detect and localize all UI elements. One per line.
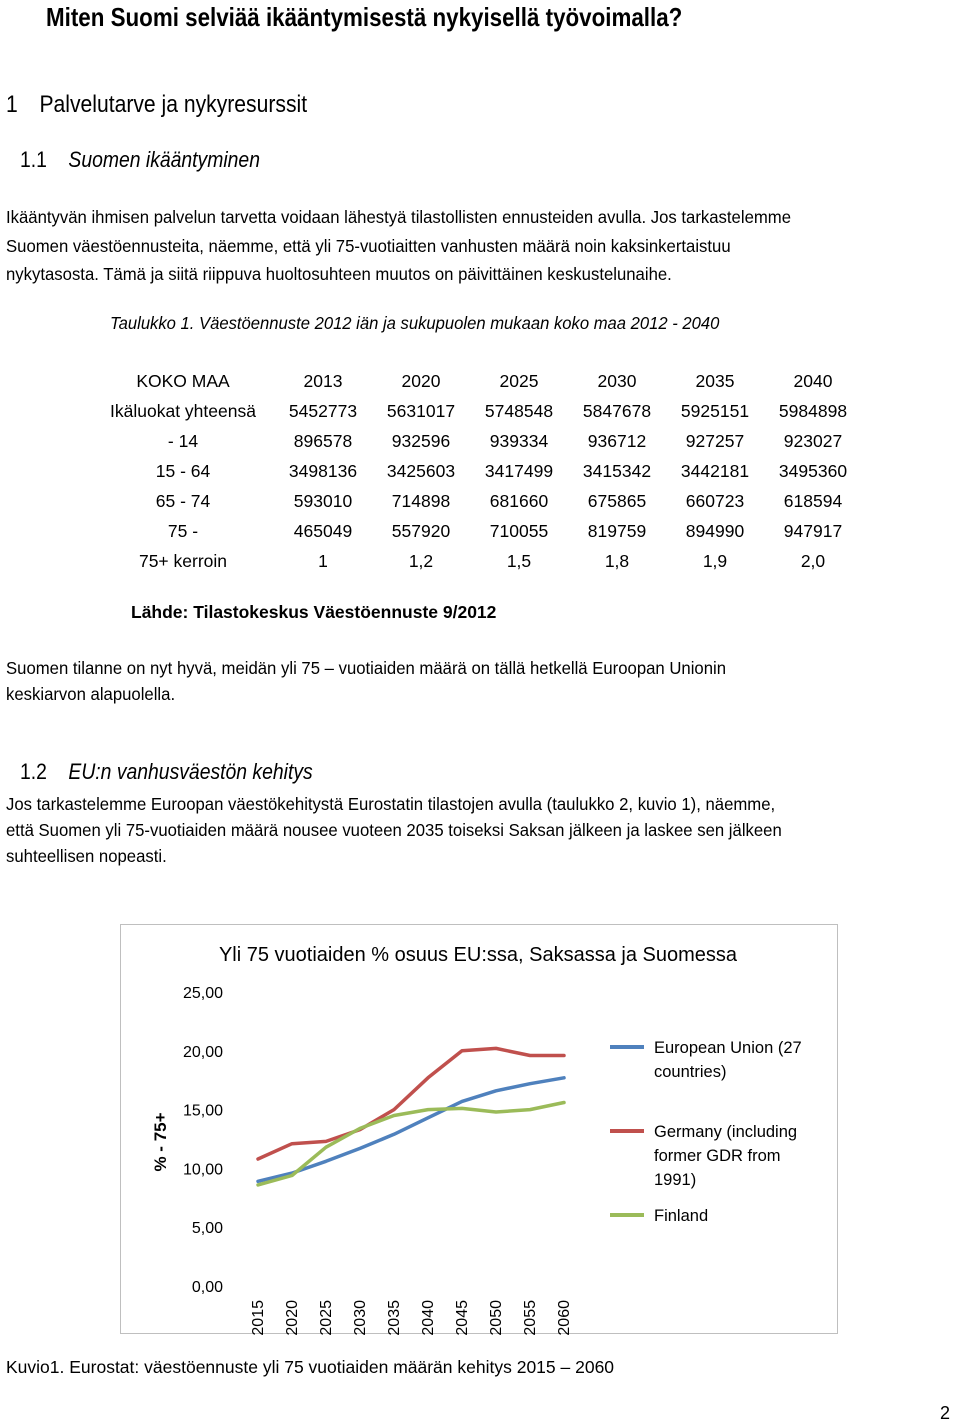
y-tick-label: 15,00: [182, 1102, 223, 1120]
table-cell: 3442181: [680, 460, 750, 481]
table-cell: 939334: [489, 430, 549, 451]
paragraph-line: suhteellisen nopeasti.: [6, 846, 167, 866]
y-tick-label: 10,00: [182, 1161, 223, 1179]
table-cell: 5925151: [680, 400, 750, 421]
table-cell: 65 - 74: [155, 490, 211, 511]
table-cell: 1,9: [702, 550, 728, 571]
x-tick-label: 2025: [318, 1300, 335, 1336]
x-tick-label: 2045: [454, 1300, 471, 1336]
table-cell: 3498136: [288, 460, 358, 481]
series-line: [258, 1048, 564, 1159]
table-cell: 675865: [587, 490, 647, 511]
section-title: EU:n vanhusväestön kehitys: [68, 759, 313, 784]
table-cell: 894990: [685, 520, 745, 541]
paragraph-line: Ikääntyvän ihmisen palvelun tarvetta voidaan lähestyä tilastollisten ennusteiden avulla. Jos tarkastelemme: [6, 207, 792, 227]
y-tick-label: 25,00: [182, 985, 223, 1002]
table-cell: 819759: [587, 520, 647, 541]
table-source: Lähde: Tilastokeskus Väestöennuste 9/2012: [131, 602, 497, 622]
page-title: Miten Suomi selviää ikääntymisestä nykyisellä työvoimalla?: [46, 2, 683, 32]
paragraph-line: Suomen tilanne on nyt hyvä, meidän yli 75 – vuotiaiden määrä on tällä hetkellä Euroopan Unionin: [6, 658, 727, 678]
table-cell: 947917: [783, 520, 843, 541]
table-cell: 710055: [489, 520, 549, 541]
table-cell: 75 -: [167, 520, 199, 541]
table-cell: 923027: [783, 430, 843, 451]
table-cell: 3417499: [484, 460, 554, 481]
section-number: 1: [6, 91, 18, 118]
table-cell: 1,8: [604, 550, 630, 571]
table-header-cell: 2025: [499, 370, 539, 391]
paragraph-line: nykytasosta. Tämä ja siitä riippuva huoltosuhteen muutos on päivittäinen keskustelunaihe.: [6, 264, 672, 284]
x-tick-label: 2040: [420, 1300, 437, 1336]
table-cell: 5847678: [582, 400, 652, 421]
x-tick-label: 2030: [352, 1300, 369, 1336]
table-cell: 75+ kerroin: [138, 550, 228, 571]
legend-label: countries): [654, 1063, 727, 1081]
table-cell: 593010: [293, 490, 353, 511]
x-tick-label: 2020: [284, 1300, 301, 1336]
section-title: Suomen ikääntyminen: [68, 147, 260, 172]
legend-label: European Union (27: [654, 1039, 802, 1057]
table-caption: Taulukko 1. Väestöennuste 2012 iän ja sukupuolen mukaan koko maa 2012 - 2040: [110, 313, 720, 333]
table-cell: 1,5: [506, 550, 532, 571]
paragraph-line: että Suomen yli 75-vuotiaiden määrä nousee vuoteen 2035 toiseksi Saksan jälkeen ja laskee sen jälkeen: [6, 820, 782, 840]
page-number: 2: [940, 1403, 951, 1423]
x-tick-label: 2050: [488, 1300, 505, 1336]
y-axis-label: % - 75+: [151, 1112, 170, 1172]
legend-label: former GDR from: [654, 1147, 781, 1165]
table-cell: 936712: [587, 430, 647, 451]
y-axis-ticks: [183, 985, 223, 1296]
table-header-cell: 2035: [695, 370, 735, 391]
table-header-cell: 2030: [597, 370, 637, 391]
table-cell: 3495360: [778, 460, 848, 481]
table-cell: 465049: [293, 520, 353, 541]
table-cell: 5748548: [484, 400, 554, 421]
paragraph-line: Jos tarkastelemme Euroopan väestökehitystä Eurostatin tilastojen avulla (taulukko 2, kuvio 1), näemme,: [6, 794, 776, 814]
section-number: 1.1: [20, 147, 47, 172]
x-axis-ticks: [250, 1300, 573, 1336]
table-cell: Ikäluokat yhteensä: [110, 400, 256, 421]
paragraph-line: Suomen väestöennusteita, näemme, että yli 75-vuotiaitten vanhusten määrä noin kaksinkertaistuu: [6, 235, 731, 256]
table-cell: 681660: [489, 490, 549, 511]
figure-caption: Kuvio1. Eurostat: väestöennuste yli 75 vuotiaiden määrän kehitys 2015 – 2060: [6, 1357, 615, 1377]
legend-label: 1991): [654, 1171, 697, 1189]
x-tick-label: 2055: [522, 1300, 539, 1336]
legend-label: Germany (including: [654, 1123, 798, 1141]
table-cell: 3425603: [386, 460, 456, 481]
x-tick-label: 2035: [386, 1300, 403, 1336]
table-cell: 932596: [391, 430, 451, 451]
table-header-cell: 2020: [401, 370, 441, 391]
table-cell: 896578: [293, 430, 353, 451]
y-tick-label: 20,00: [182, 1043, 223, 1061]
table-cell: 1: [318, 550, 328, 571]
table-cell: 2,0: [800, 550, 826, 571]
table-header-cell: 2040: [793, 370, 833, 391]
chart-title: Yli 75 vuotiaiden % osuus EU:ssa, Saksassa ja Suomessa: [218, 944, 738, 966]
table-cell: 15 - 64: [155, 460, 211, 481]
table-cell: 3415342: [582, 460, 652, 481]
legend-label: Finland: [654, 1207, 709, 1225]
table-cell: - 14: [167, 430, 199, 451]
table-cell: 618594: [783, 490, 843, 511]
section-title: Palvelutarve ja nykyresurssit: [39, 91, 308, 118]
section-number: 1.2: [20, 759, 47, 784]
table-cell: 557920: [391, 520, 451, 541]
table-cell: 1,2: [408, 550, 434, 571]
x-tick-label: 2015: [250, 1300, 267, 1336]
y-tick-label: 0,00: [191, 1279, 223, 1296]
table-header-cell: 2013: [303, 370, 343, 391]
table-cell: 660723: [685, 490, 745, 511]
paragraph-line: keskiarvon alapuolella.: [6, 684, 176, 704]
chart-legend: [610, 1039, 802, 1225]
table-cell: 714898: [391, 490, 451, 511]
table-header-cell: KOKO MAA: [136, 370, 230, 391]
y-tick-label: 5,00: [191, 1220, 223, 1238]
table-cell: 927257: [685, 430, 745, 451]
x-tick-label: 2060: [556, 1300, 573, 1336]
table-cell: 5631017: [386, 400, 456, 421]
table-cell: 5452773: [288, 400, 358, 421]
table-cell: 5984898: [778, 400, 848, 421]
series-lines: [258, 1048, 564, 1185]
